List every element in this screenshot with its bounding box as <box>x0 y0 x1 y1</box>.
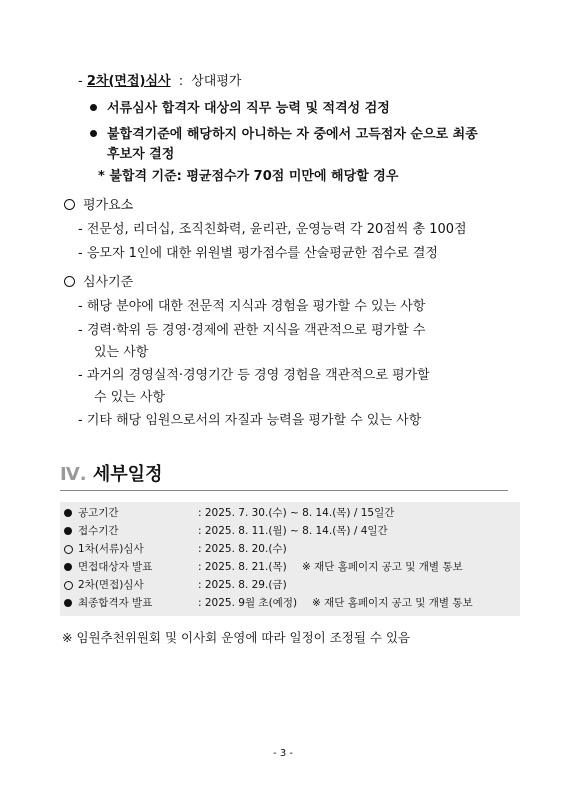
schedule-label: 2차(면접)심사 <box>78 579 144 591</box>
criteria-item-1: - 해당 분야에 대한 전문적 지식과 경험을 평가할 수 있는 사항 <box>78 299 426 314</box>
schedule-date: : 2025. 8. 11.(월) ~ 8. 14.(목) / 4일간 <box>198 525 388 537</box>
interview-heading <box>78 70 241 89</box>
section-title-text: 세부일정 <box>92 464 163 485</box>
schedule-label: 1차(서류)심사 <box>78 543 144 555</box>
interview-colon: : <box>178 74 184 89</box>
schedule-box <box>60 502 520 616</box>
filled-bullet-icon <box>64 563 72 571</box>
section-number: Ⅳ. <box>60 464 87 485</box>
schedule-note: ※ 재단 홈페이지 공고 및 개별 통보 <box>302 561 463 573</box>
factors-item-2: - 응모자 1인에 대한 위원별 평가점수를 산술평균한 점수로 결정 <box>78 246 438 261</box>
interview-title: 2차(면접)심사 <box>86 74 171 89</box>
schedule-label: 최종합격자 발표 <box>78 597 153 609</box>
circle-bullet-icon <box>64 276 75 287</box>
criteria-item-3: - 과거의 경영실적·경영기간 등 경영 경험을 객관적으로 평가할 <box>78 368 430 383</box>
filled-bullet-icon <box>64 509 72 517</box>
bullet-icon <box>90 104 97 111</box>
interview-note: * 불합격 기준: 평균점수가 70점 미만에 해당할 경우 <box>98 169 399 184</box>
section-title <box>60 460 162 486</box>
interview-bullet-1: 서류심사 합격자 대상의 직무 능력 및 적격성 검정 <box>90 97 390 116</box>
schedule-row <box>60 558 520 576</box>
schedule-label: 공고기간 <box>78 507 119 519</box>
criteria-heading: 심사기준 <box>64 271 133 290</box>
hollow-bullet-icon <box>64 545 73 554</box>
criteria-item-2-cont: 있는 사항 <box>94 345 149 360</box>
interview-bullet-2: 불합격기준에 해당하지 아니하는 자 중에서 고득점자 순으로 최종 <box>90 123 478 142</box>
factors-item-1: - 전문성, 리더십, 조직친화력, 윤리관, 운영능력 각 20점씩 총 100점 <box>78 222 467 237</box>
criteria-item-3-cont: 수 있는 사항 <box>94 390 166 405</box>
interview-dash: - <box>78 74 83 89</box>
criteria-item-4: - 기타 해당 임원으로서의 자질과 능력을 평가할 수 있는 사항 <box>78 413 422 428</box>
interview-type: 상대평가 <box>191 74 242 89</box>
criteria-item-2: - 경력·학위 등 경영·경제에 관한 지식을 객관적으로 평가할 수 <box>78 323 426 338</box>
schedule-label: 면접대상자 발표 <box>78 561 153 573</box>
schedule-date: : 2025. 8. 21.(목) <box>198 561 287 573</box>
schedule-date: : 2025. 7. 30.(수) ~ 8. 14.(목) / 15일간 <box>198 507 395 519</box>
schedule-label: 접수기간 <box>78 525 119 537</box>
schedule-date: : 2025. 8. 20.(수) <box>198 543 287 555</box>
schedule-date: : 2025. 9월 초(예정) <box>198 597 298 609</box>
filled-bullet-icon <box>64 527 72 535</box>
footnote: ※ 임원추천위원회 및 이사회 운영에 따라 일정이 조정될 수 있음 <box>62 630 411 645</box>
hollow-bullet-icon <box>64 581 73 590</box>
schedule-note: ※ 재단 홈페이지 공고 및 개별 통보 <box>312 597 473 609</box>
schedule-row <box>60 594 520 612</box>
page-number: - 3 - <box>273 748 293 759</box>
section-divider <box>60 490 508 491</box>
filled-bullet-icon <box>64 599 72 607</box>
bullet-icon <box>90 130 97 137</box>
interview-bullet-2-cont: 후보자 결정 <box>107 147 175 162</box>
factors-heading: 평가요소 <box>64 194 133 213</box>
circle-bullet-icon <box>64 199 75 210</box>
schedule-date: : 2025. 8. 29.(금) <box>198 579 287 591</box>
